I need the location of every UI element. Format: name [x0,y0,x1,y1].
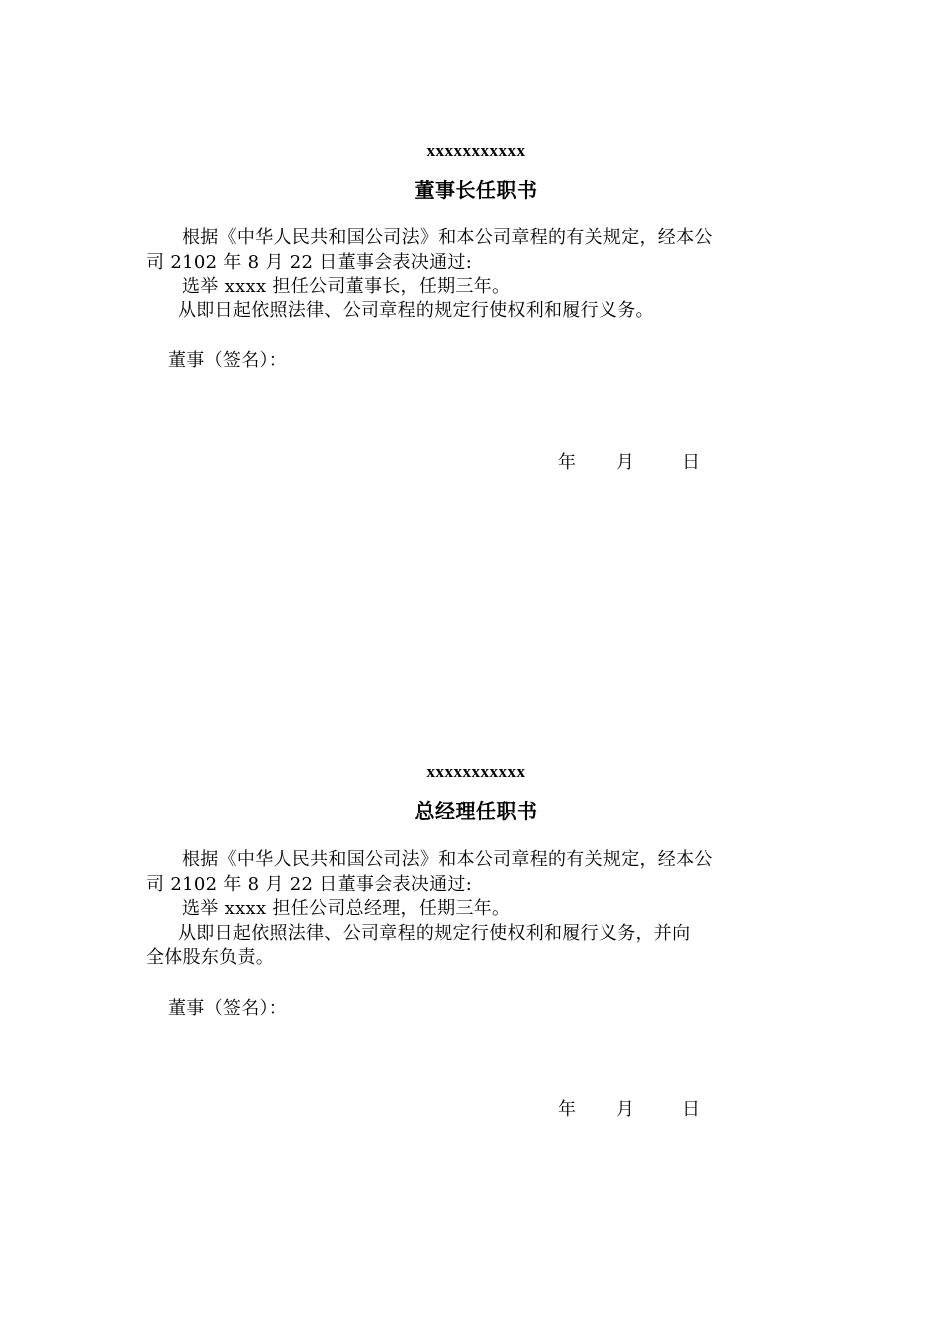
signature-label: 董事（签名）： [168,998,288,1019]
resolution-text-line-1: 根据《中华人民共和国公司法》和本公司章程的有关规定，经本公 [182,227,713,248]
date-year-label: 年 [558,452,576,473]
document-title: 董事长任职书 [414,178,538,202]
duty-text-line-1: 从即日起依照法律、公司章程的规定行使权利和履行义务，并向 [178,923,691,944]
signature-label: 董事（签名）： [168,350,288,371]
date-month-label: 月 [616,1099,634,1120]
company-name: xxxxxxxxxxx [426,762,526,781]
resolution-text-line-2: 司 2102 年 8 月 22 日董事会表决通过: [146,874,473,895]
appointment-text: 选举 xxxx 担任公司董事长，任期三年。 [182,276,511,297]
duty-text-line-2: 全体股东负责。 [146,947,275,968]
duty-text-line-1: 从即日起依照法律、公司章程的规定行使权利和履行义务。 [178,300,654,321]
date-year-label: 年 [558,1099,576,1120]
document-title: 总经理任职书 [414,799,538,823]
date-month-label: 月 [616,452,634,473]
resolution-text-line-2: 司 2102 年 8 月 22 日董事会表决通过: [146,252,473,273]
appointment-text: 选举 xxxx 担任公司总经理，任期三年。 [182,898,511,919]
date-day-label: 日 [682,452,700,473]
date-day-label: 日 [682,1099,700,1120]
resolution-text-line-1: 根据《中华人民共和国公司法》和本公司章程的有关规定，经本公 [182,849,713,870]
company-name: xxxxxxxxxxx [426,141,526,160]
